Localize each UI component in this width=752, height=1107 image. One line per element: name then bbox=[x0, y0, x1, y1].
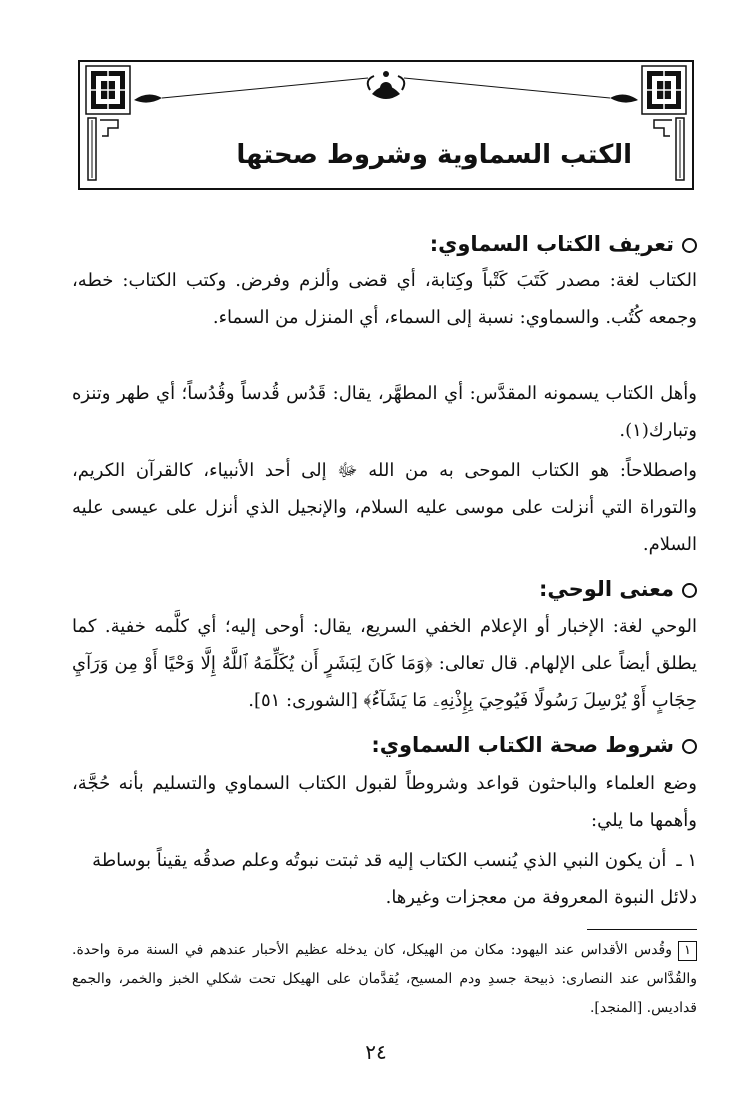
list-item-number: ١ ـ bbox=[676, 850, 697, 871]
page-title: الكتب السماوية وشروط صحتها bbox=[236, 140, 632, 170]
footnote-text: وقُدس الأقداس عند اليهود: مكان من الهيكل، كان يدخله عظيم الأحبار عندهم في السنة مرة واحدة. والقُدَّاس عند النصارى: ذبيحة جسدِ ودم المسيح، يُقدَّمان على الهيكل تحت شكلي الخبز والخمر، والجمع قداديس. [المنجد]. bbox=[72, 942, 697, 1016]
section-heading-conditions: شروط صحة الكتاب السماوي: bbox=[55, 733, 697, 757]
section-heading-revelation: معنى الوحي: bbox=[55, 577, 697, 601]
bullet-circle-icon bbox=[682, 238, 697, 253]
bullet-circle-icon bbox=[682, 583, 697, 598]
footnote-divider bbox=[587, 929, 697, 930]
paragraph-definition-technical: واصطلاحاً: هو الكتاب الموحى به من الله ﷻ إلى أحد الأنبياء، كالقرآن الكريم، والتوراة التي أنزلت على موسى عليه السلام، والإنجيل الذي أنزل على عيسى عليه السلام. bbox=[72, 460, 697, 555]
page-number: ٢٤ bbox=[365, 1040, 387, 1064]
list-item bbox=[72, 842, 697, 916]
footnote-marker: ١ bbox=[678, 941, 697, 961]
header-ornament-frame bbox=[78, 60, 694, 190]
footnote bbox=[72, 936, 697, 1023]
paragraph-definition-lexical: الكتاب لغة: مصدر كَتَبَ كَتْباً وكِتابة، أي قضى وألزم وفرض. وكتب الكتاب: خطه، وجمعه كُتُب. والسماوي: نسبة إلى السماء، أي المنزل من السماء. bbox=[72, 270, 697, 328]
list-item-text: أن يكون النبي الذي يُنسب الكتاب إليه قد ثبتت نبوتُه وعلم صدقُه يقيناً بوساطة دلائل النبوة المعروفة من معجزات وغيرها. bbox=[92, 850, 697, 908]
bullet-circle-icon bbox=[682, 739, 697, 754]
paragraph-revelation: الوحي لغة: الإخبار أو الإعلام الخفي السريع، يقال: أوحى إليه؛ أي كلَّمه خفية. كما يطلق أيضاً على الإلهام. قال تعالى: ﴿وَمَا كَانَ لِبَشَرٍ أَن يُكَلِّمَهُ ٱللَّهُ إِلَّا وَحْيًا أَوْ مِن وَرَآيِ حِجَابٍ أَوْ يُرْسِلَ رَسُولًا فَيُوحِيَ بِإِذْنِهِۦ مَا يَشَآءُ﴾ [الشورى: ٥١]. bbox=[72, 616, 697, 711]
section-heading-definition: تعريف الكتاب السماوي: bbox=[55, 232, 697, 256]
paragraph-conditions-intro: وضع العلماء والباحثون قواعد وشروطاً لقبول الكتاب السماوي والتسليم بأنه حُجَّة، وأهمها ما يلي: bbox=[72, 773, 697, 831]
paragraph-definition-holy: وأهل الكتاب يسمونه المقدَّس: أي المطهَّر، يقال: قَدُس قُدساً وقُدُساً؛ أي طهر وتنزه وتبارك(١). bbox=[72, 383, 697, 441]
